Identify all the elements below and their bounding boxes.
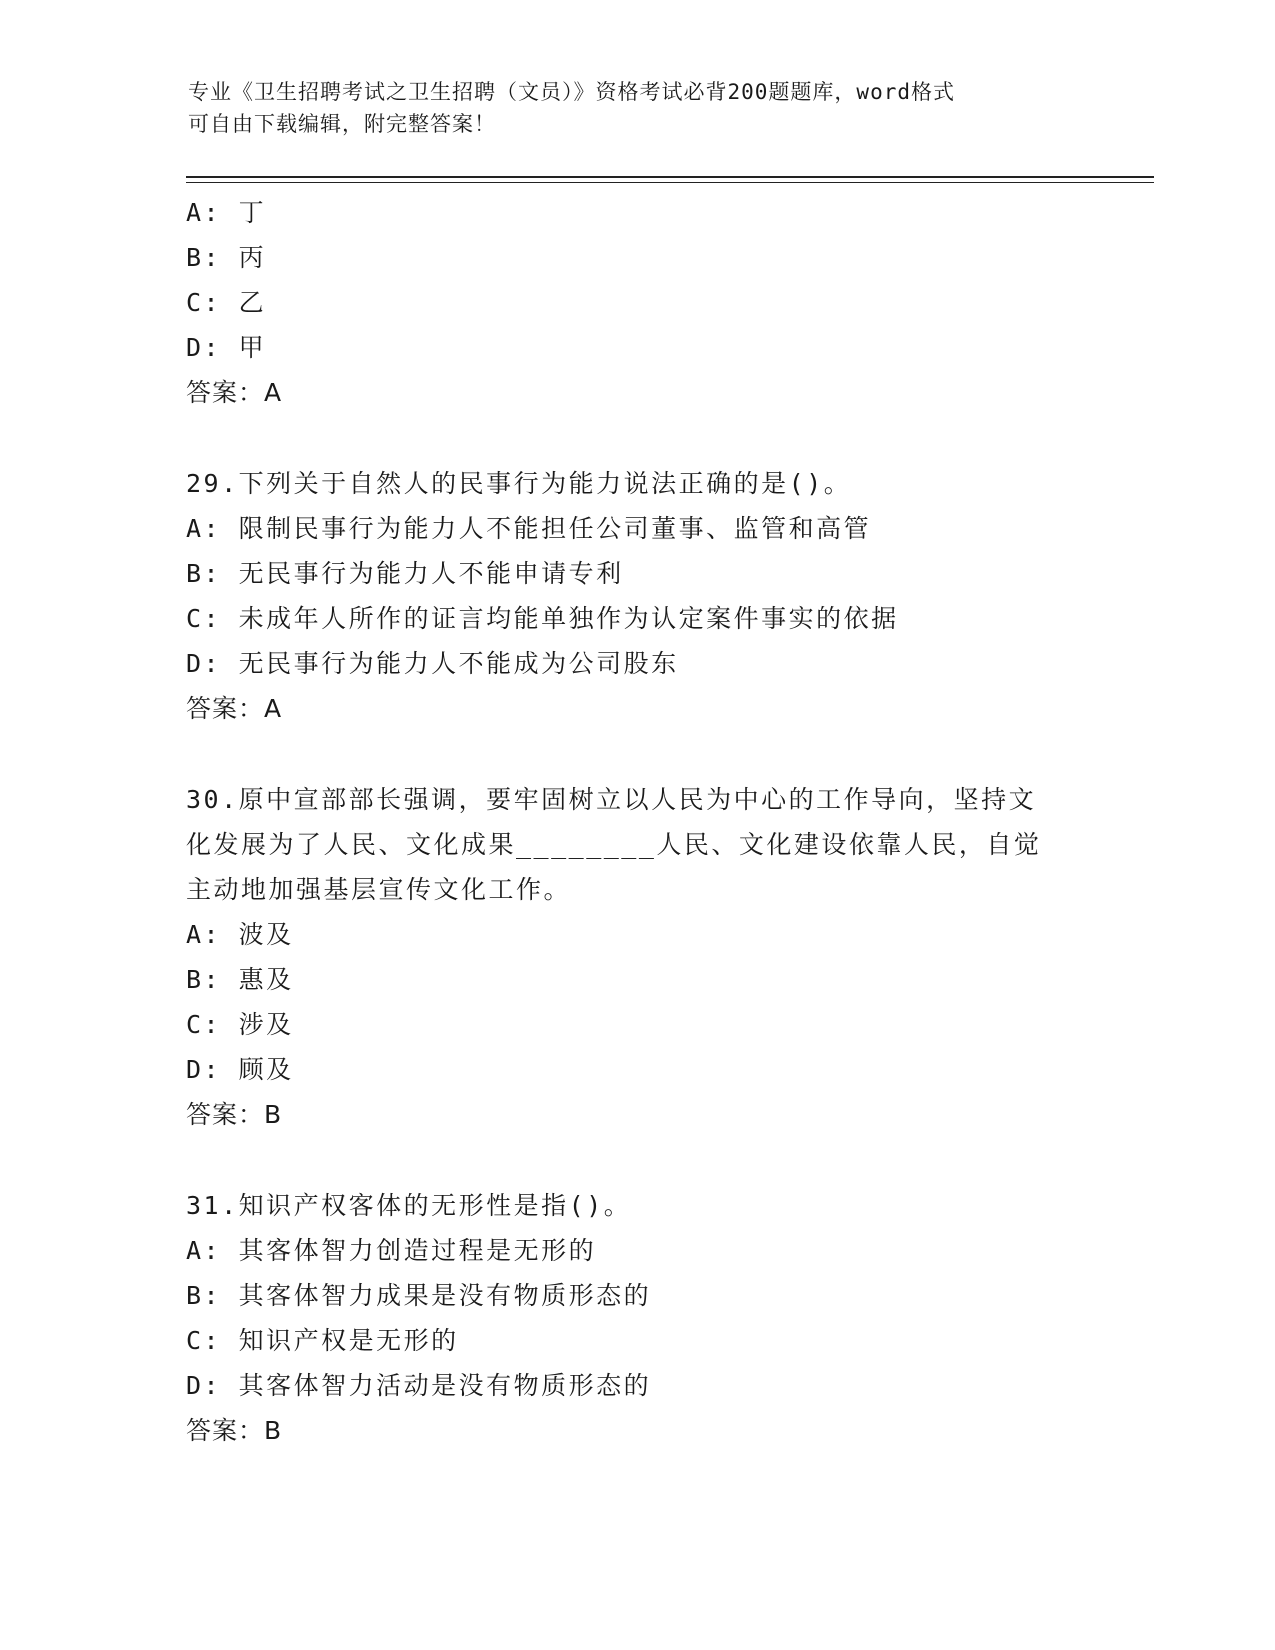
option-b: B: 其客体智力成果是没有物质形态的 xyxy=(186,1281,652,1310)
option-c: C: 知识产权是无形的 xyxy=(186,1326,459,1355)
answer: 答案：A xyxy=(186,378,283,407)
question-list xyxy=(186,190,1146,1453)
question-28-continued xyxy=(186,190,1146,415)
option-a: A: 丁 xyxy=(186,198,267,227)
answer: 答案：A xyxy=(186,694,283,723)
option-b: B: 惠及 xyxy=(186,965,294,994)
header-line-2: 可自由下载编辑，附完整答案！ xyxy=(188,112,496,136)
option-b: B: 无民事行为能力人不能申请专利 xyxy=(186,559,624,588)
question-31 xyxy=(186,1183,1146,1453)
option-d: D: 无民事行为能力人不能成为公司股东 xyxy=(186,649,679,678)
question-text: 29.下列关于自然人的民事行为能力说法正确的是()。 xyxy=(186,469,852,498)
answer: 答案：B xyxy=(186,1100,283,1129)
header-rule-bottom xyxy=(186,182,1154,183)
spacer xyxy=(186,1137,1146,1183)
document-header xyxy=(188,76,1068,140)
question-29 xyxy=(186,461,1146,731)
option-d: D: 甲 xyxy=(186,333,267,362)
option-c: C: 未成年人所作的证言均能单独作为认定案件事实的依据 xyxy=(186,604,899,633)
option-a: A: 其客体智力创造过程是无形的 xyxy=(186,1236,597,1265)
question-text: 31.知识产权客体的无形性是指()。 xyxy=(186,1191,632,1220)
question-30 xyxy=(186,777,1146,1137)
option-d: D: 其客体智力活动是没有物质形态的 xyxy=(186,1371,652,1400)
option-d: D: 顾及 xyxy=(186,1055,294,1084)
header-line-1: 专业《卫生招聘考试之卫生招聘（文员）》资格考试必背200题题库，word格式 xyxy=(188,80,955,104)
question-text-line-1: 30.原中宣部部长强调，要牢固树立以人民为中心的工作导向，坚持文 xyxy=(186,785,1037,814)
question-text-line-2: 化发展为了人民、文化成果________人民、文化建设依靠人民，自觉 xyxy=(186,830,1042,859)
option-c: C: 涉及 xyxy=(186,1010,294,1039)
spacer xyxy=(186,415,1146,461)
option-a: A: 限制民事行为能力人不能担任公司董事、监管和高管 xyxy=(186,514,872,543)
option-a: A: 波及 xyxy=(186,920,294,949)
question-text-line-3: 主动地加强基层宣传文化工作。 xyxy=(186,875,572,904)
option-b: B: 丙 xyxy=(186,243,267,272)
answer: 答案：B xyxy=(186,1416,283,1445)
option-c: C: 乙 xyxy=(186,288,267,317)
spacer xyxy=(186,731,1146,777)
header-rule-top xyxy=(186,176,1154,178)
